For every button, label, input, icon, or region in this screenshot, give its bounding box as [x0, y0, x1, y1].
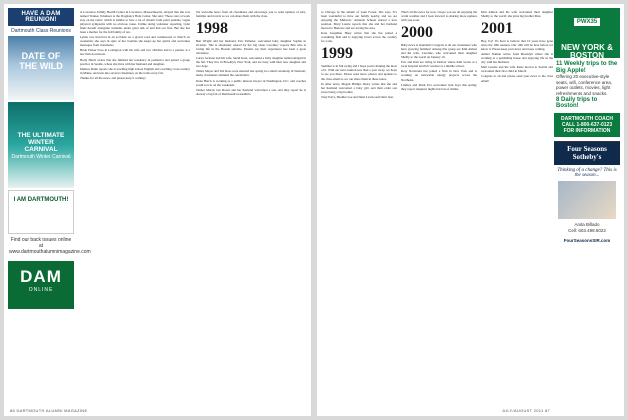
coach-ad-brand	[554, 113, 620, 137]
class-notes-column-3: to Chicago in the suburb of Lake Forest. She says, 'It's been wonderful to have our family nearby, and we are enjoying the Midwest.' Amanda Schoen started a new position. Mary Laurie reports that she and her husband moved to Hanover and are loving the area. Kate Josephine Huey writes that she has joined a consulting firm and is enjoying travel across the country for work. 1999 Summer is in full swing and I hope you're making the most of it. With our next reunion less than a year away, we hope to see you there. Please send news, photos and updates to the class email so we can share them in these notes. In other news, Megan Phillips Drury writes that she and her husband welcomed a baby girl, and their older son loves being a big brother. Tony Perry, Heather Lee and Dana Lewis send their best.	[321, 10, 397, 99]
coach-ad-brand-name: DARTMOUTH COACH	[561, 115, 613, 122]
class-notes-text: at Lawrence Family Health Center in Lawrence, Massachusetts, relayed that she was named Trainee Volunteer at the Pregnancy Help Center. She said, 'Those stars at work stay on my radar,' which is similar to how a lot of chronic fault point patients, vague physical symptoms with no obvious cause. Unlike doing volunteer reporting, Lynn finds herself alongside residents under great talk of and had our first. But she has been a mother for the full family of ten.	[80, 10, 190, 35]
dam-logo-text: DAM	[20, 267, 62, 286]
ski-photo-caption: DATE OF THE WILD	[19, 51, 63, 71]
reunion-ad-headline: HAVE A DAM REUNION!	[8, 8, 74, 26]
sothebys-ad[interactable]	[554, 141, 620, 244]
reunion-ad-tagline: Dartmouth Class Reunions	[11, 28, 71, 34]
reunion-ad[interactable]	[8, 8, 91, 408]
ski-photo	[8, 36, 74, 100]
coach-ad-headline: 11 Weekly trips to the Big Apple!	[556, 61, 618, 74]
class-notes-text: Summer is in full swing and I hope you're making the most of it. With our next reunion less than a year away, we hope to see you there. Please send news, photos and updates to the class email so we can share them in these notes.	[321, 64, 397, 81]
i-am-dartmouth-ad[interactable]	[8, 190, 74, 234]
coach-ad-phone[interactable]: CALL 1-800-637-0123 FOR INFORMATION	[561, 121, 613, 134]
back-issues-url[interactable]: www.dartmouthalumnimagazine.com	[9, 249, 91, 255]
class-notes-text: Ben Wright and her husband, Eric Pelletier, welcomed baby daughter Sophie in October. 'She is absolutely adored by her big sister Caroline,' reports Ben who is loving life in the Boston suburbs. Parents say their experience has been a great adventure.	[196, 39, 306, 56]
coach-ad-header	[554, 8, 620, 58]
agent-photo	[558, 181, 616, 219]
coach-ad-description: Offering 20 executive-style seats, wifi, conference area, power outlets, movies, light refreshments and snacks.	[556, 74, 613, 97]
class-notes-column-4: That's all the news for now. I hope you are all enjoying the warm weather and I look forward to sharing more updates with you soon. 2000 Baby news is abundant! Congrats to all our classmates who have growing families! Among this group are Kim Almon and his wife, Caroline, who welcomed their daughter Shelby to the world on January 16. Eric and Kim are living in Denver where Kim works at a local hospital and Eric teaches at a middle school. Rory Norstrand has joined a firm in New York and is working on renewable energy projects across the Northeast. Lindsey and Mark Fox welcomed twin boys this spring; they report sleepless nights but lots of smiles.	[401, 10, 477, 91]
sothebys-logo: Four Seasons Sotheby's	[554, 142, 620, 165]
class-year-heading: 2000	[401, 24, 433, 42]
agent-name: Anita Billado	[574, 222, 600, 228]
winter-carnival-title: THE ULTIMATE WINTER CARNIVAL	[17, 132, 65, 153]
coach-ad-title: NEW YORK & BOSTON	[561, 43, 613, 60]
class-notes-column-1: at Lawrence Family Health Center in Lawrence, Massachusetts, relayed that she was named Trainee Volunteer at the Pregnancy Help Center. She said, 'Those stars at work stay on my radar,' which is similar to how a lot of chronic fault point patients, vague physical symptoms with no obvious cause. Unlike doing volunteer reporting, Lynn finds herself alongside residents under great talk of and had our first. But she has been a mother for the full family of ten. Lynne was involved in an accident on a gravel road and volunteered at church on weekends; she says in spite of her troubles she keeps up her spirits and welcomes messages from classmates. Brian Parker lives in Lexington with his wife and two children and is a partner at a law firm downtown. Holly Hatch writes that she finished her residency in pediatrics and joined a group practice in Seattle, where she lives with her husband and daughter. Melissa Dunn reports she is teaching high school English and coaching cross-country in Maine, and runs into several classmates on the trails every fall. Thanks for all the news, and please keep it coming!	[80, 10, 190, 80]
class-year-heading: 1999	[321, 45, 353, 63]
class-year-heading: 2001	[481, 20, 513, 38]
sothebys-website[interactable]: FourSeasonsSIR.com	[563, 237, 611, 243]
right-page	[317, 4, 624, 416]
agent-phone[interactable]: Cell: 603.498.6022	[568, 227, 606, 233]
sothebys-tagline: Thinking of a change? This is the season...	[557, 168, 617, 179]
class-notes-column-5: Kim Almon and his wife welcomed their daughter Shelby to the world; she joins big brother Max. 2001 Hey, Ivy! It's hard to believe that 10 years have gone since the 10th reunion. Our 10th will be here before we know it. Please keep your news and notes coming. Amber Nathan writes from Brooklyn where she is working at a publishing house and enjoying life in the city with her husband. Matt Greene and his wife Katie moved to Seattle and welcomed their first child in March. Congrats to all and please send your news to the class email!	[481, 10, 553, 83]
back-issues-ad[interactable]	[8, 234, 91, 258]
dam-online-logo[interactable]	[8, 261, 74, 309]
coach-ad-logo: PWX35	[574, 18, 600, 26]
page-folio-left: 86 DARTMOUTH ALUMNI MAGAZINE	[10, 408, 88, 413]
class-notes-text: Baby news is abundant! Congrats to all our classmates who have growing families! Among this group are Kim Almon and his wife, Caroline, who welcomed their daughter Shelby to the world on January 16.	[401, 43, 477, 60]
class-notes-column-2: We welcome news from all classmates and encourage you to send updates of jobs, families and travels so we can share them with the class. 1998 Ben Wright and her husband, Eric Pelletier, welcomed baby daughter Sophie in October. 'She is absolutely adored by her big sister Caroline,' reports Ben who is loving life in the Boston suburbs. Parents say their experience has been a great adventure. Carter Jackson and his wife, Sarah Kass, welcomed a baby daughter named Abigail in the fall. They live in Brooklyn, New York, and are busy with their new daughter and two dogs. Tamra Meyer and Ted Ross were married last spring in a small ceremony in Vermont; many classmates attended the celebration. Dana Harris is working as a public interest lawyer in Washington, D.C. and coaches youth soccer on the weekends. Tanner Morris van Doorn and her husband welcomed a son, and they report he is already a big fan of Dartmouth sweatshirts.	[196, 10, 306, 96]
page-folio-right: JULY/AUGUST 2011 87	[501, 408, 550, 413]
i-am-dartmouth-text: I AM DARTMOUTH!	[13, 197, 69, 203]
coach-ad-body	[554, 58, 620, 113]
class-year-heading: 1998	[196, 20, 228, 38]
back-issues-text: Find our back issues online at	[10, 237, 72, 249]
left-page	[4, 4, 311, 416]
coach-ad-daily: 8 Daily trips to Boston!	[556, 96, 598, 110]
class-notes-text: to Chicago in the suburb of Lake Forest. She says, 'It's been wonderful to have our family nearby, and we are enjoying the Midwest.' Amanda Schoen started a new position. Mary Laurie reports that she and her husband moved to Hanover and are loving the area.	[321, 10, 397, 31]
dartmouth-coach-ad[interactable]	[554, 8, 620, 412]
class-notes-text: Hey, Ivy! It's hard to believe that 10 years have gone since the 10th reunion. Our 10th will be here before we know it. Please keep your news and notes coming.	[481, 39, 553, 52]
agent-info	[554, 219, 620, 236]
winter-carnival-sub: Dartmouth Winter Carnival	[11, 154, 71, 160]
dam-logo-sub: ONLINE	[28, 287, 54, 293]
winter-carnival-ad[interactable]	[8, 102, 74, 188]
